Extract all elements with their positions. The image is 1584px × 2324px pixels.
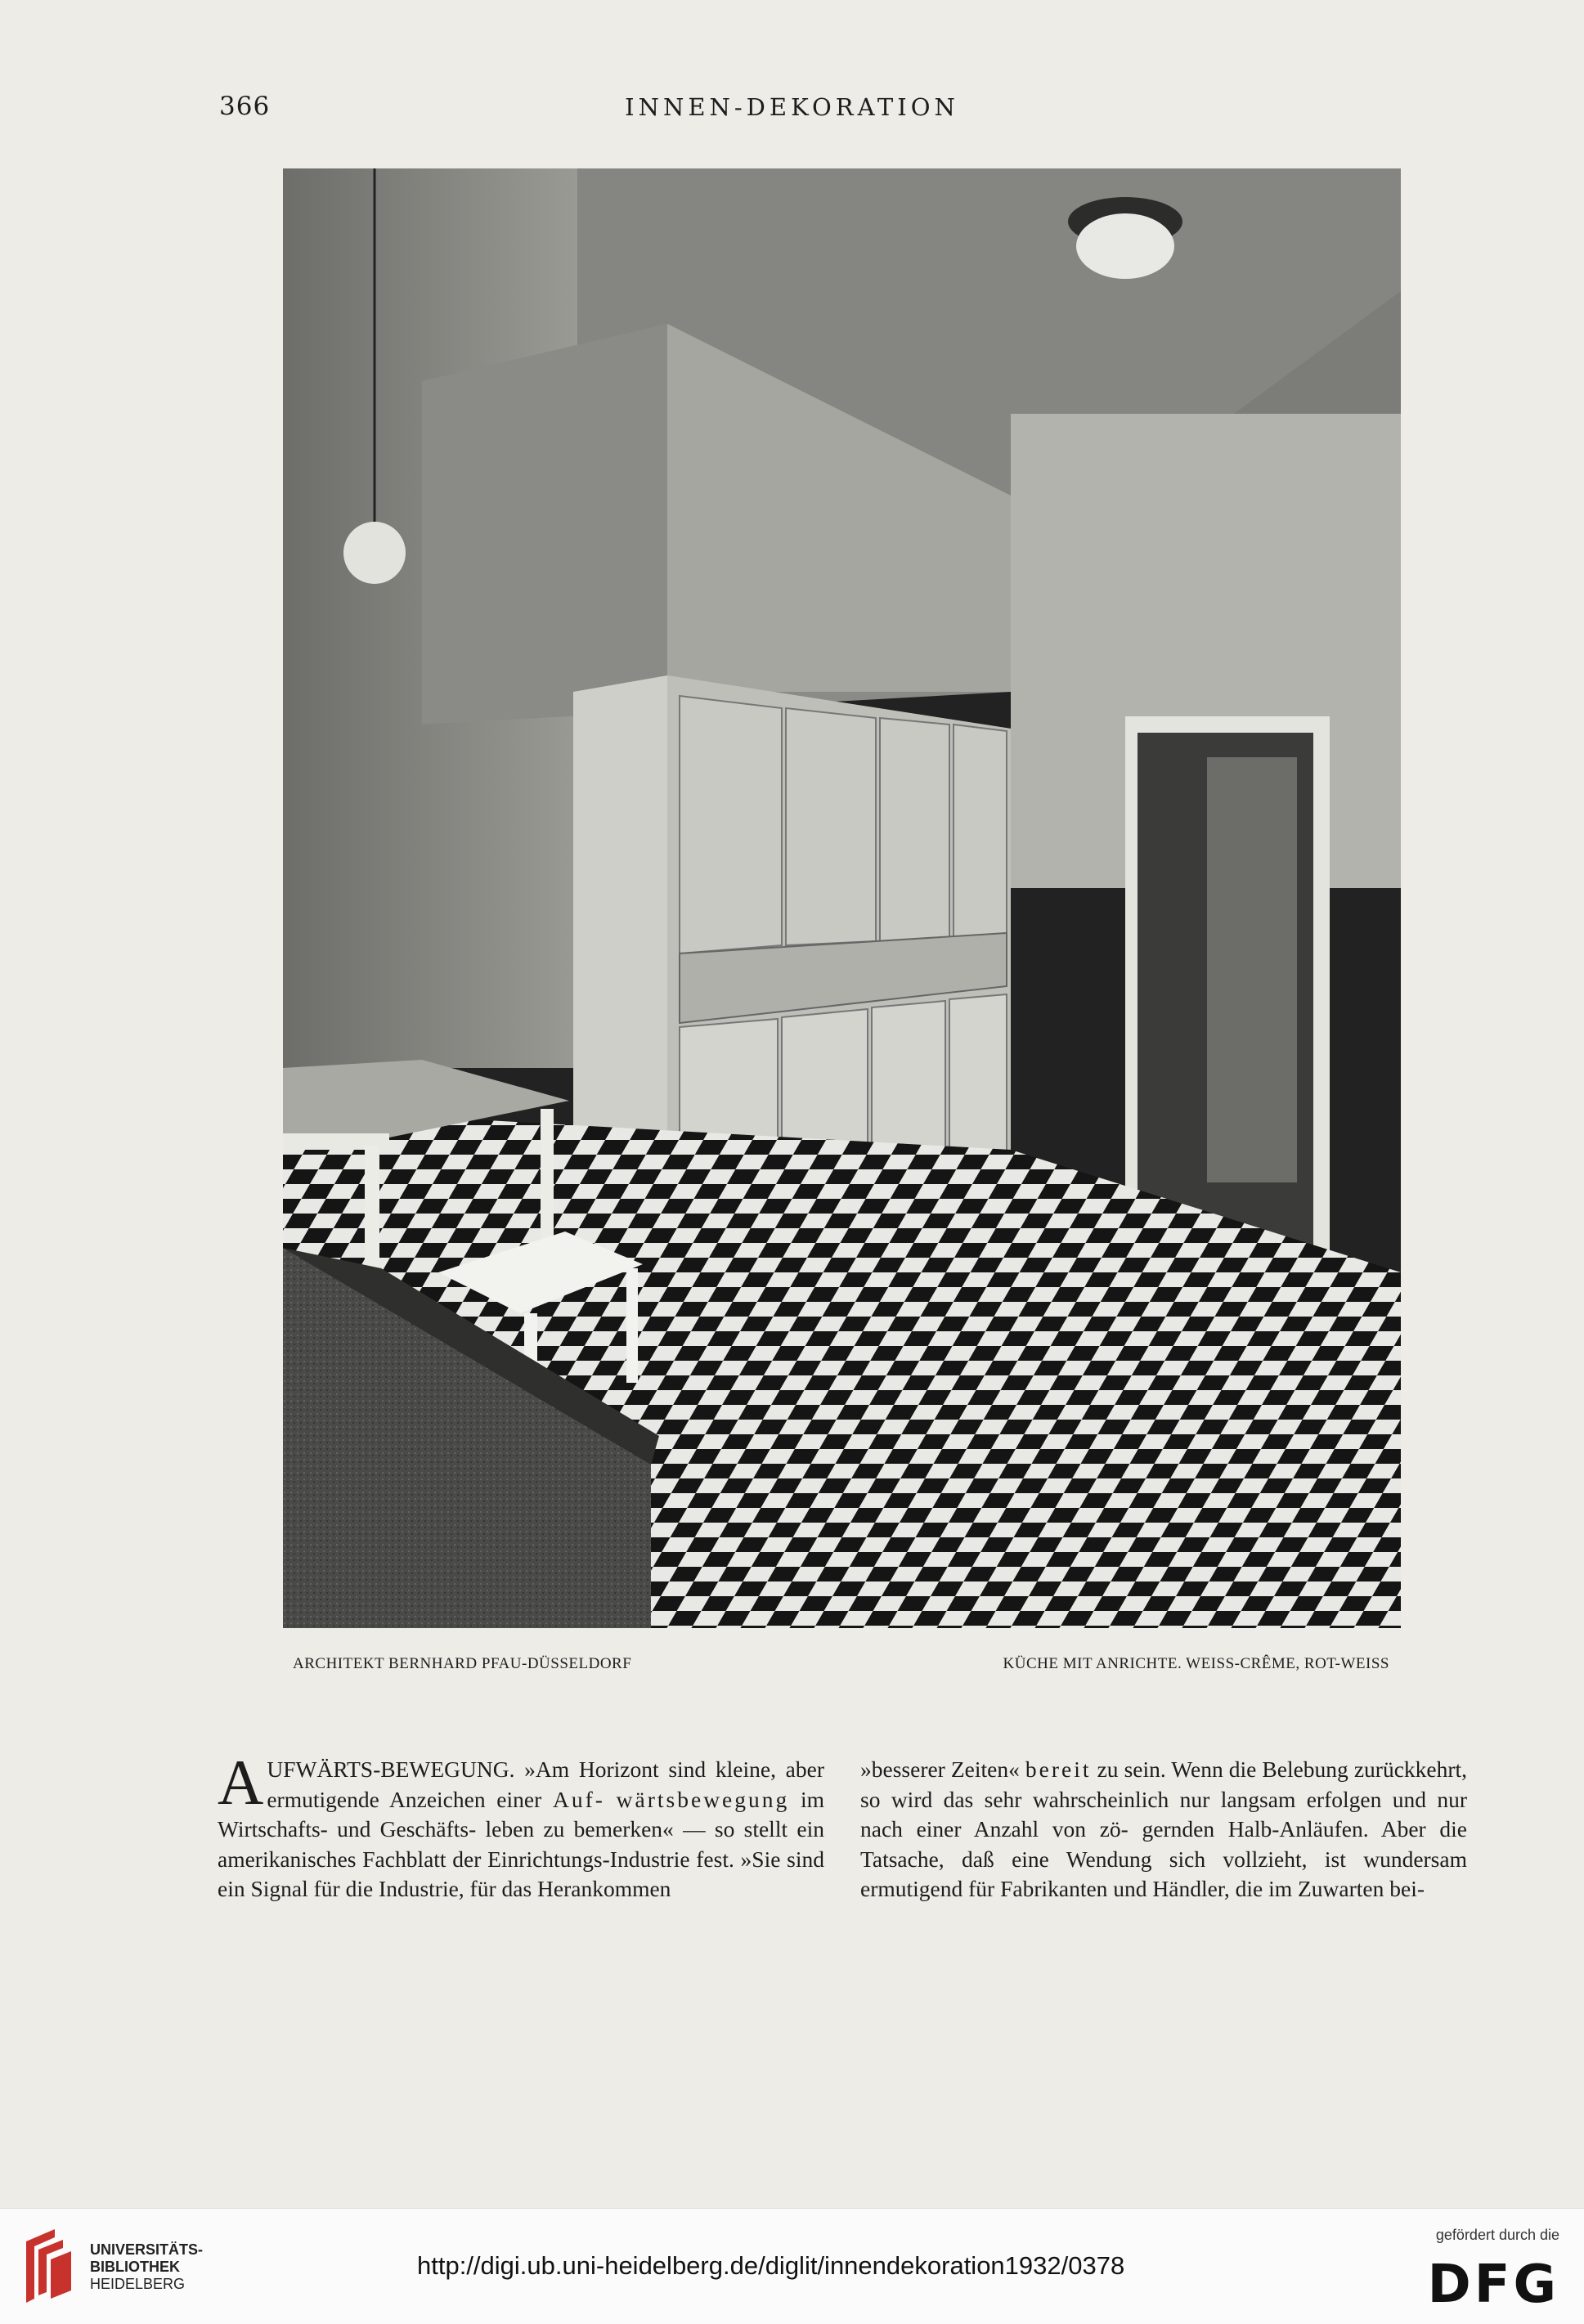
library-line: UNIVERSITÄTS- — [90, 2241, 204, 2258]
university-library-name — [90, 2241, 203, 2293]
article-column-left — [218, 1747, 825, 1905]
text-line-spaced: bereit — [1025, 1756, 1092, 1782]
permalink-url[interactable]: http://digi.ub.uni-heidelberg.de/diglit/innendekoration1932/0378 — [417, 2251, 1125, 2280]
dfg-logo: DFG — [1427, 2254, 1559, 2315]
text-line: langsam erfolgen und nur nach einer Anzahl von zö- — [860, 1786, 1467, 1842]
text-line: Wendung sich vollzieht, ist wundersam ermutigend — [860, 1846, 1467, 1901]
text-line-spaced: Auf- — [553, 1786, 605, 1812]
article-column-right — [860, 1755, 1467, 1905]
university-library-logo-icon — [18, 2225, 77, 2307]
text-line: kleine, aber ermutigende Anzeichen einer — [267, 1756, 825, 1812]
page-number: 366 — [219, 92, 271, 121]
text-line: Fachblatt der Einrichtungs-Industrie fest. »Sie sind — [362, 1846, 824, 1872]
library-line: BIBLIOTHEK — [90, 2259, 180, 2275]
text-line: zu sein. Wenn die Belebung — [1097, 1756, 1348, 1782]
library-line: HEIDELBERG — [90, 2276, 186, 2292]
text-line: UFWÄRTS-BEWEGUNG. »Am Horizont sind — [267, 1756, 707, 1782]
text-line-spaced: wärtsbewegung — [616, 1786, 790, 1812]
text-line: für Fabrikanten und Händler, die im Zuwarten bei- — [968, 1876, 1425, 1901]
viewer-footer — [0, 2208, 1584, 2324]
running-title: INNEN-DEKORATION — [625, 93, 959, 121]
text-line: ein Signal für die Industrie, für das Herankommen — [218, 1876, 671, 1901]
caption-architect: ARCHITEKT BERNHARD PFAU-DÜSSELDORF — [293, 1655, 632, 1672]
funding-label: gefördert durch die — [1435, 2227, 1559, 2243]
caption-description: KÜCHE MIT ANRICHTE. WEISS-CRÊME, ROT-WEISS — [1003, 1655, 1389, 1672]
text-line: zurückkehrt, so wird das sehr wahrscheinlich nur — [860, 1756, 1468, 1812]
text-line: »besserer Zeiten« — [860, 1756, 1020, 1782]
text-line: leben zu bemerken« — so stellt ein amerikanisches — [218, 1816, 824, 1872]
text-line: im Wirtschafts- und Geschäfts- — [218, 1786, 825, 1842]
drop-cap: A — [218, 1747, 264, 1818]
kitchen-photograph — [283, 168, 1401, 1628]
text-line: gernden Halb-Anläufen. Aber die Tatsache, daß eine — [860, 1816, 1467, 1872]
